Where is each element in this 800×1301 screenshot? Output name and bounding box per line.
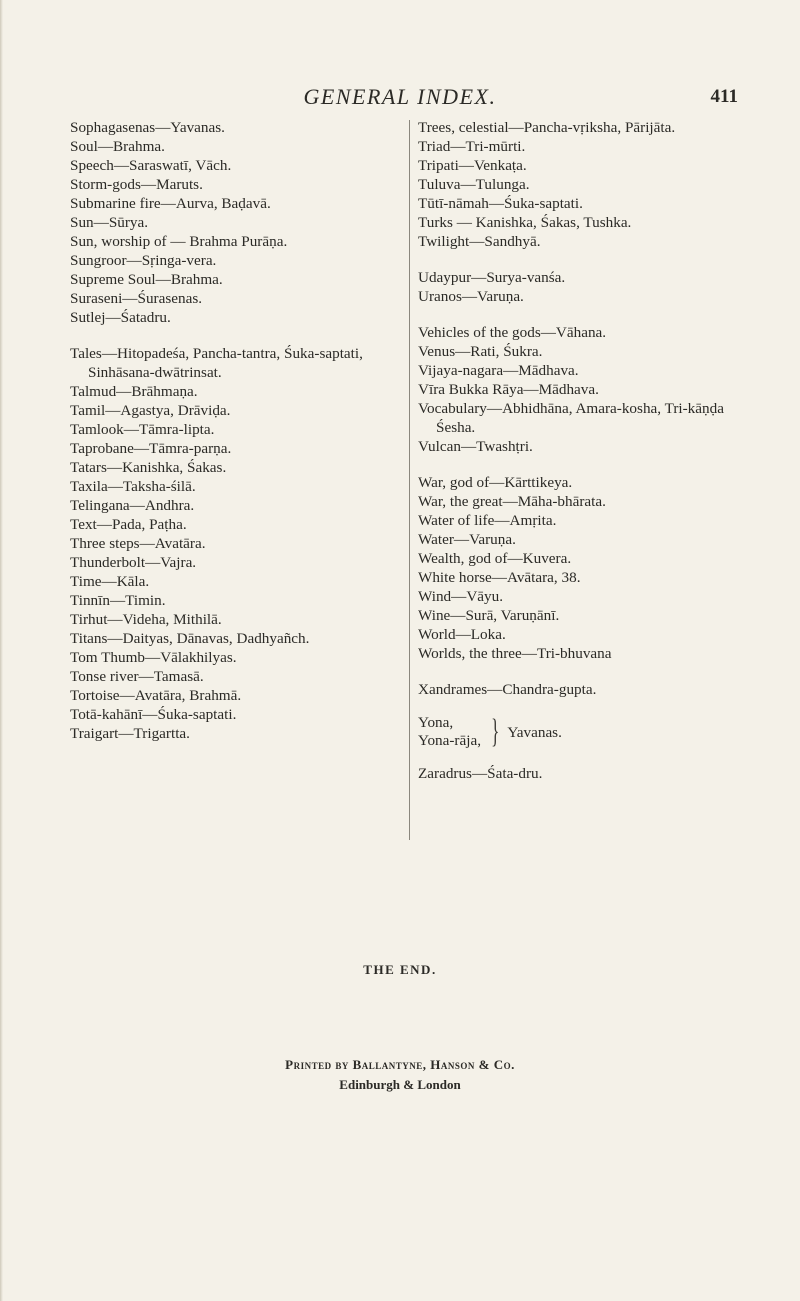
index-entry: Wealth, god of—Kuvera.	[418, 550, 572, 567]
index-entry: Worlds, the three—Tri-bhuvana	[418, 645, 612, 662]
index-entry: Sutlej—Śatadru.	[70, 309, 171, 326]
index-group	[418, 268, 746, 306]
index-entry: Sun—Sūrya.	[70, 214, 149, 231]
index-entry: Soul—Brahma.	[70, 138, 165, 155]
index-entry: Tom Thumb—Vālakhilyas.	[70, 649, 237, 666]
index-entry: Uranos—Varuṇa.	[418, 288, 524, 305]
printer-line: Printed by Ballantyne, Hanson & Co.	[285, 1057, 515, 1072]
index-entry: Xandrames—Chandra-gupta.	[418, 681, 597, 698]
yona-name: Yona,	[418, 714, 454, 731]
right-brace-icon: }	[491, 713, 500, 750]
index-entry: Tonse river—Tamasā.	[70, 668, 204, 685]
index-entry: Wine—Surā, Varuṇānī.	[418, 607, 560, 624]
index-group	[418, 323, 746, 456]
page-edge-shadow	[0, 0, 3, 1301]
index-entry: Tripati—Venkaṭa.	[418, 157, 527, 174]
index-entry: Udaypur—Surya-vanśa.	[418, 269, 566, 286]
index-entry: Triad—Tri-mūrti.	[418, 138, 526, 155]
index-entry: Tamlook—Tāmra-lipta.	[70, 421, 215, 438]
index-group	[418, 680, 746, 699]
index-entry: Thunderbolt—Vajra.	[70, 554, 197, 571]
index-entry: War, god of—Kārttikeya.	[418, 474, 573, 491]
printer-imprint	[0, 1055, 800, 1095]
running-header-title: GENERAL INDEX.	[303, 84, 497, 109]
index-entry: Twilight—Sandhyā.	[418, 233, 541, 250]
index-entry: Text—Pada, Paṭha.	[70, 516, 187, 533]
index-entry: White horse—Avātara, 38.	[418, 569, 581, 586]
yona-names	[418, 714, 481, 750]
index-entry: Traigart—Trigartta.	[70, 725, 190, 742]
index-entry: Tamil—Agastya, Drāviḍa.	[70, 402, 231, 419]
index-entry: Titans—Daityas, Dānavas, Dadhyañch.	[70, 630, 310, 647]
index-entry: Tales—Hitopadeśa, Pancha-tantra, Śuka-saptati, Sinhāsana-dwātrinsat.	[70, 345, 363, 381]
index-entry: Three steps—Avatāra.	[70, 535, 206, 552]
index-entry: Vīra Bukka Rāya—Mādhava.	[418, 381, 599, 398]
index-entry: Tinnīn—Timin.	[70, 592, 166, 609]
index-entry: Zaradrus—Śata-dru.	[418, 765, 543, 782]
index-entry: Trees, celestial—Pancha-vṛiksha, Pārijāta.	[418, 119, 676, 136]
index-group	[70, 344, 400, 743]
index-entry: Time—Kāla.	[70, 573, 150, 590]
index-entry: Taxila—Taksha-śilā.	[70, 478, 196, 495]
index-entry: Tuluva—Tulunga.	[418, 176, 530, 193]
index-entry: Sun, worship of — Brahma Purāṇa.	[70, 233, 288, 250]
index-entry: World—Loka.	[418, 626, 506, 643]
index-entry: Sungroor—Sṛinga-vera.	[70, 252, 217, 269]
index-group	[70, 118, 400, 327]
index-entry: Storm-gods—Maruts.	[70, 176, 203, 193]
page-number: 411	[710, 86, 738, 107]
index-entry: Sophagasenas—Yavanas.	[70, 119, 225, 136]
index-entry: Speech—Saraswatī, Vāch.	[70, 157, 232, 174]
index-entry: Vijaya-nagara—Mādhava.	[418, 362, 579, 379]
index-group	[418, 118, 746, 251]
index-entry: Venus—Rati, Śukra.	[418, 343, 543, 360]
index-entry: Submarine fire—Aurva, Baḍavā.	[70, 195, 271, 212]
left-index-column	[70, 118, 400, 760]
yona-bracket-entry	[418, 714, 746, 750]
index-entry: Tatars—Kanishka, Śakas.	[70, 459, 227, 476]
index-entry: Suraseni—Śurasenas.	[70, 290, 203, 307]
index-entry: Wind—Vāyu.	[418, 588, 504, 605]
index-entry: Taprobane—Tāmra-parṇa.	[70, 440, 232, 457]
right-index-column	[418, 118, 746, 783]
index-entry: Tortoise—Avatāra, Brahmā.	[70, 687, 242, 704]
index-entry: Tirhut—Videha, Mithilā.	[70, 611, 222, 628]
index-entry: Water—Varuṇa.	[418, 531, 516, 548]
index-entry: Totā-kahānī—Śuka-saptati.	[70, 706, 237, 723]
index-group	[418, 473, 746, 663]
column-divider	[409, 120, 410, 840]
index-entry: Supreme Soul—Brahma.	[70, 271, 223, 288]
yona-raja-name: Yona-rāja,	[418, 732, 481, 749]
index-entry: Vocabulary—Abhidhāna, Amara-kosha, Tri-kāṇḍa Śesha.	[418, 400, 724, 436]
index-entry: Telingana—Andhra.	[70, 497, 195, 514]
index-entry: War, the great—Māha-bhārata.	[418, 493, 606, 510]
index-entry: Water of life—Amṛita.	[418, 512, 557, 529]
yona-target: Yavanas.	[507, 723, 562, 741]
index-entry: Vehicles of the gods—Vāhana.	[418, 324, 607, 341]
index-entry: Turks — Kanishka, Śakas, Tushka.	[418, 214, 632, 231]
index-entry: Talmud—Brāhmaṇa.	[70, 383, 198, 400]
printer-location: Edinburgh & London	[339, 1077, 461, 1092]
the-end-label: THE END.	[363, 962, 437, 977]
right-index-groups	[418, 118, 746, 699]
index-entry: Vulcan—Twashṭri.	[418, 438, 533, 455]
index-entry: Tūtī-nāmah—Śuka-saptati.	[418, 195, 583, 212]
